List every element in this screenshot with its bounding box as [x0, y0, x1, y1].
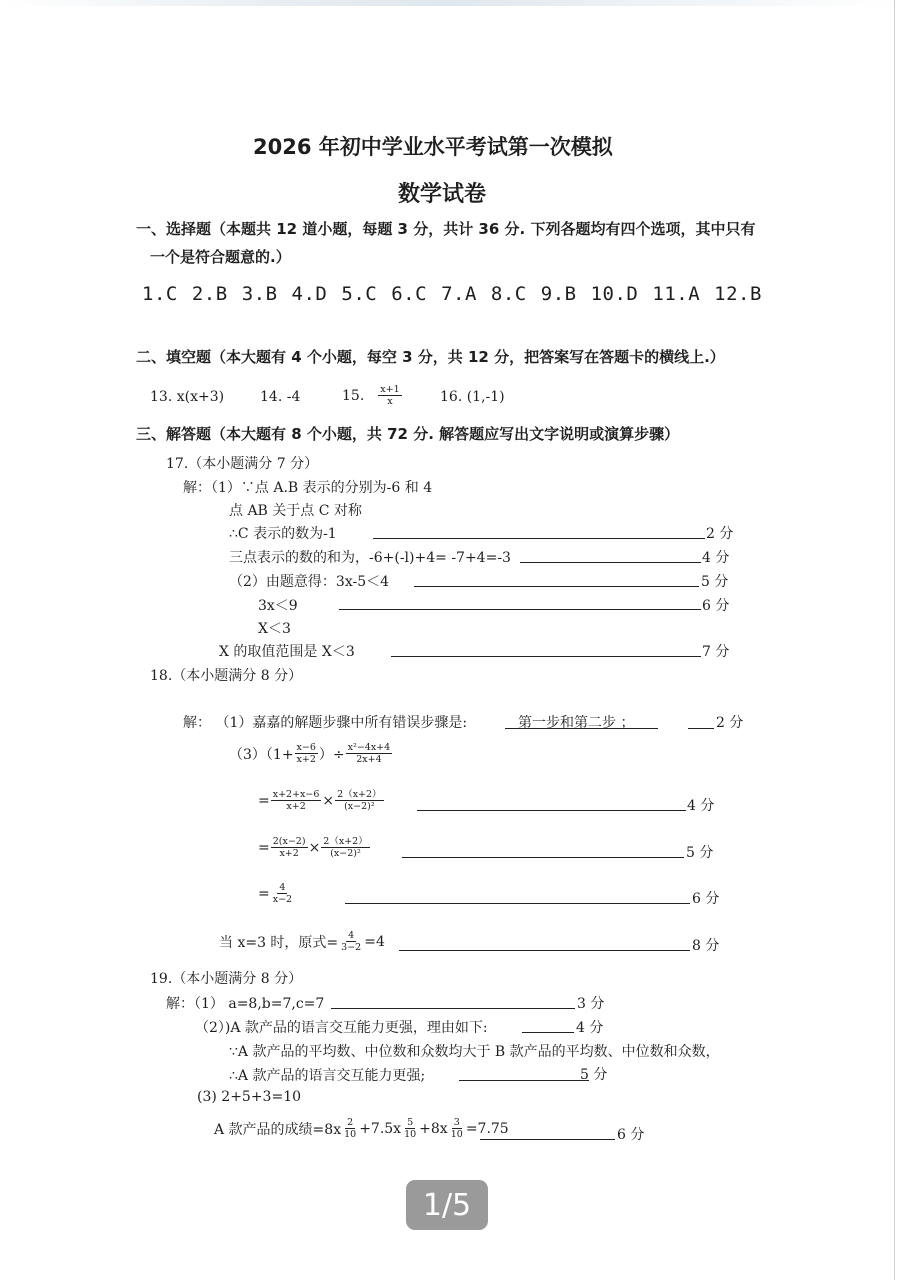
q18-line6-rule	[399, 950, 690, 951]
q17-line3-rule	[373, 538, 705, 539]
frac-denominator: (x−2)²	[330, 848, 361, 859]
section1-heading-cont: 一个是符合题意的.）	[150, 248, 291, 266]
q17-score-6: 6 分	[702, 598, 730, 614]
q18-line4-rule	[402, 857, 684, 858]
page-edge	[894, 0, 895, 1280]
q17-title: 17.（本小题满分 7 分）	[166, 456, 319, 472]
answer-11: 11.A	[652, 283, 701, 305]
frac-numerator: 2（x+2）	[337, 789, 382, 800]
q18-line6	[219, 930, 385, 953]
q18-score-8: 8 分	[692, 938, 720, 954]
q17-score-4: 4 分	[702, 550, 730, 566]
q18-line4-frac2	[321, 836, 369, 859]
q17-line6: 3x＜9	[258, 598, 298, 614]
top-edge	[0, 0, 897, 6]
answer-1: 1.C	[142, 283, 178, 305]
q18-score-6: 6 分	[692, 891, 720, 907]
answer-9: 9.B	[540, 283, 577, 305]
q17-line8: X 的取值范围是 X＜3	[219, 644, 355, 660]
q19-score-3: 3 分	[577, 996, 605, 1012]
q19-line1: 解：（1） a=8,b=7,c=7	[166, 996, 325, 1012]
q17-line3: ∴C 表示的数为-1	[229, 526, 337, 542]
q17-score-5: 5 分	[701, 574, 729, 590]
frac-numerator: 2(x−2)	[272, 836, 306, 847]
q18-line1: 解： （1）嘉嘉的解题步骤中所有错误步骤是:	[183, 715, 468, 731]
q18-line2-prefix: （3）（1+	[229, 746, 294, 763]
q19-line6-mid1: +7.5x	[359, 1120, 402, 1137]
frac-numerator: 3	[453, 1117, 460, 1128]
q19-line6-frac2	[402, 1117, 418, 1140]
q18-line3: = $\frac{x+2+x-6}{x+2}$ × $\frac{2(x+2)}{\text{(x−2)²}}$	[258, 789, 382, 812]
frac-denominator: x+2	[296, 754, 316, 765]
q17-score-2: 2 分	[706, 526, 734, 542]
answer-2: 2.B	[191, 283, 228, 305]
q18-score-rule	[688, 728, 714, 729]
section2-heading: 二、填空题（本大题有 4 个小题，每空 3 分，共 12 分，把答案写在答题卡的横线上.）	[136, 348, 725, 366]
q18-answer-rule	[505, 728, 658, 729]
q18-line5-frac	[271, 882, 294, 905]
answer-7: 7.A	[441, 283, 477, 305]
frac-numerator: x²−4x+4	[347, 742, 391, 753]
q19-line6-prefix: A 款产品的成绩=8x	[214, 1121, 342, 1138]
frac-numerator: x−6	[296, 742, 316, 753]
section1-heading: 一、选择题（本题共 12 道小题，每题 3 分，共计 36 分. 下列各题均有四个选项，其中只有	[136, 220, 756, 238]
q19-score-5: 5 分	[580, 1067, 608, 1083]
q17-line8-rule	[391, 656, 701, 657]
q19-score-6: 6 分	[617, 1127, 645, 1143]
q15-fraction	[378, 384, 401, 407]
q19-line5: (3) 2+5+3=10	[197, 1089, 302, 1105]
q18-line6-suffix: =4	[364, 933, 385, 950]
fill-answer-13: 13. x(x+3)	[150, 389, 225, 405]
section3-heading: 三、解答题（本大题有 8 个小题，共 72 分. 解答题应写出文字说明或演算步骤）	[136, 425, 680, 443]
q15-denominator: x	[387, 396, 393, 407]
q15-numerator: x+1	[380, 384, 400, 395]
frac-denominator: 10	[404, 1129, 417, 1140]
q19-line1-rule	[331, 1008, 575, 1009]
q19-score-4: 4 分	[576, 1020, 604, 1036]
choice-answers	[142, 283, 762, 305]
q19-line2-rule	[522, 1032, 574, 1033]
q18-line1-answer: 第一步和第二步 ；	[518, 715, 635, 731]
answer-3: 3.B	[241, 283, 278, 305]
q18-line4-frac1	[271, 836, 308, 859]
q18-line2-frac2	[346, 742, 393, 765]
q18-line5: = $\frac{4}{x-2}$	[258, 882, 293, 905]
frac-numerator: 5	[407, 1117, 414, 1128]
q17-line4-rule	[520, 562, 701, 563]
answer-10: 10.D	[590, 283, 639, 305]
q19-line6-frac1	[342, 1117, 358, 1140]
answer-4: 4.D	[291, 283, 328, 305]
frac-numerator: x+2+x−6	[272, 789, 320, 800]
frac-denominator: (x−2)²	[344, 801, 375, 812]
q17-line1: 解：（1）∵点 A.B 表示的分别为-6 和 4	[183, 480, 433, 496]
q17-line4: 三点表示的数的和为，-6+(-l)+4= -7+4=-3	[229, 550, 511, 566]
frac-denominator: 3−2	[341, 942, 362, 953]
q17-line2: 点 AB 关于点 C 对称	[229, 503, 362, 519]
fill-answer-15	[342, 384, 403, 407]
answer-5: 5.C	[341, 283, 378, 305]
q18-score-5: 5 分	[686, 845, 714, 861]
q19-line4: ∴A 款产品的语言交互能力更强;	[229, 1068, 426, 1084]
q19-title: 19.（本小题满分 8 分）	[150, 971, 303, 987]
q18-line4: = $\frac{2(x-2)}{x+2}$ × $\frac{2(x+2)}{\text{(x−2)²}}$	[258, 836, 368, 859]
q19-line3: ∵A 款产品的平均数、中位数和众数均大于 B 款产品的平均数、中位数和众数，	[229, 1044, 720, 1060]
q18-line2	[229, 742, 393, 765]
exam-subtitle: 数学试卷	[398, 182, 487, 207]
answer-6: 6.C	[391, 283, 428, 305]
frac-numerator: 2	[347, 1117, 354, 1128]
frac-denominator: x+2	[279, 848, 299, 859]
q18-line3-rule	[417, 810, 686, 811]
page-indicator: 1/5	[406, 1180, 488, 1230]
fill-answer-16: 16. (1,-1)	[440, 389, 505, 405]
q17-line6-rule	[339, 609, 701, 610]
q18-line2-frac1	[295, 742, 318, 765]
q18-score-2: 2 分	[716, 715, 744, 731]
q17-line5-rule	[414, 586, 699, 587]
q18-line2-mid: ）÷	[318, 746, 345, 763]
q19-line4-rule	[459, 1080, 589, 1081]
frac-denominator: 10	[344, 1129, 357, 1140]
q17-line7: X＜3	[258, 621, 291, 637]
q15-label: 15.	[342, 387, 365, 404]
q18-line3-frac2	[335, 789, 383, 812]
frac-numerator: 4	[279, 882, 286, 893]
q18-line6-frac	[339, 930, 363, 953]
q17-score-7: 7 分	[702, 644, 730, 660]
frac-numerator: 4	[348, 930, 355, 941]
q18-line3-frac1	[271, 789, 322, 812]
q18-line6-prefix: 当 x=3 时，原式=	[219, 934, 339, 951]
q18-line5-rule	[345, 903, 690, 904]
answer-8: 8.C	[490, 283, 527, 305]
frac-denominator: 10	[450, 1129, 463, 1140]
q19-line6	[214, 1117, 509, 1140]
q17-line5: （2）由题意得：3x-5＜4	[229, 574, 390, 590]
frac-denominator: x+2	[286, 801, 306, 812]
frac-denominator: 2x+4	[356, 754, 382, 765]
q18-title: 18.（本小题满分 8 分）	[150, 668, 303, 684]
q19-line6-suffix: =7.75	[465, 1120, 509, 1137]
q19-line6-rule	[480, 1139, 615, 1140]
q19-line2: （2）)A 款产品的语言交互能力更强，理由如下:	[195, 1020, 488, 1036]
q18-score-4: 4 分	[687, 798, 715, 814]
frac-denominator: x−2	[272, 894, 293, 905]
frac-numerator: 2（x+2）	[323, 836, 368, 847]
q19-line6-frac3	[449, 1117, 465, 1140]
q19-line6-mid2: +8x	[419, 1120, 448, 1137]
answer-12: 12.B	[714, 283, 762, 305]
fill-answer-14: 14. -4	[260, 389, 301, 405]
exam-title: 2026 年初中学业水平考试第一次模拟	[253, 135, 613, 159]
